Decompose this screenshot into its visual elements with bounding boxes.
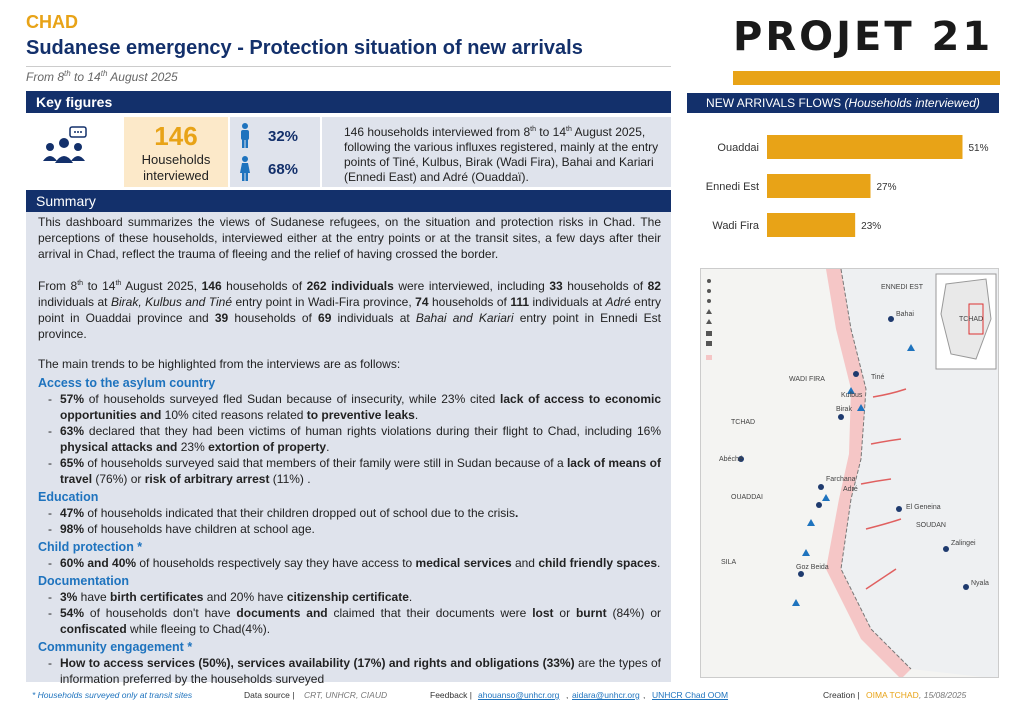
text: of households surveyed said that members of their family were still in Sudan because of a [84,456,567,470]
community-heading: Community engagement * [38,640,193,654]
creation-date: , 15/08/2025 [919,690,967,700]
bold: to preventive leaks [306,408,415,422]
bold: 146 [201,279,222,293]
country-label: CHAD [26,12,78,32]
bold: 60% and 40% [60,556,137,570]
bold: 3% [60,590,78,604]
male-row [238,122,298,150]
sup: th [115,280,122,287]
separator: , [643,690,646,700]
map-place-label: SOUDAN [916,522,946,529]
creation-org: OIMA TCHAD [866,690,919,700]
text: individuals at [38,295,111,309]
bold: 111 [510,295,530,309]
page-title: Sudanese emergency - Protection situation of new arrivals [26,37,583,59]
email-link-1[interactable]: ahouanso@unhcr.org [478,690,560,700]
map-place-label: Kulbus [841,392,863,399]
list-item [48,555,661,571]
text: 10% cited reasons related [161,408,307,422]
bar [767,213,855,237]
female-row [238,155,298,183]
summary-period-paragraph [38,276,661,342]
text: to 14 [83,279,116,293]
households-label: Households [141,152,211,167]
flows-bar-chart [687,120,999,250]
bold: 262 individuals [306,279,394,293]
list-item [48,455,661,487]
footer-note: * Households surveyed only at transit sites [32,690,193,700]
female-percent: 68% [268,160,299,178]
text: (11%) . [269,472,311,486]
summary-intro: This dashboard summarizes the views of Sudanese refugees, on the situation and protection risks in Chad. The perceptions of these households, interviewed either at the entry points or at the transit sites, a few days after their arrival in Chad, reflect the trauma of fleeing and the relief of having crossed the border. [38,215,661,261]
bold: lack of means of travel [60,456,662,486]
map-place-label: Tiné [871,374,885,381]
bold: child friendly spaces [538,556,658,570]
bar [767,135,963,159]
date-to: to 14 [70,70,101,84]
asylum-heading: Access to the asylum country [38,376,216,390]
bold: physical attacks and [60,440,178,454]
gender-breakdown [230,117,320,187]
map-graphic [701,269,999,678]
map-place-label: El Geneina [906,504,941,511]
community-list [38,655,661,687]
child-protection-list [38,555,661,571]
education-heading: Education [38,490,99,504]
bar [767,174,871,198]
bold: citizenship certificate [286,590,409,604]
bold: documents and [236,606,328,620]
map-place-label: Zalingei [951,540,976,547]
summary-heading: Summary [26,190,671,212]
text: . [414,408,419,422]
bold: 33 [549,279,563,293]
text: claimed that their documents were [327,606,533,620]
households-count: 146 [154,121,198,151]
text: . [408,590,413,604]
female-icon [238,156,252,182]
map-place-label: Bahai [896,311,914,318]
map-place-label: Farchana [826,476,856,483]
text: and 20% have [203,590,287,604]
footer [26,690,999,704]
text: households of [221,279,307,293]
bold: 82 [647,279,661,293]
data-source-value: CRT, UNHCR, CIAUD [304,690,388,700]
text: are the types of information preferred by the households surveyed [60,656,661,686]
text: of households have children at school age. [84,522,315,536]
bold: 69 [318,311,332,325]
kf-sup: th [530,126,536,133]
text: households of [562,279,648,293]
list-item [48,655,661,687]
date-month: August 2025 [107,70,178,84]
key-figures-panel [26,117,671,187]
text: of households respectively say they have access to [136,556,416,570]
bold: burnt [575,606,607,620]
feedback-label: Feedback | [430,690,472,700]
text: individuals at [331,311,416,325]
bold: risk of arbitrary arrest [144,472,270,486]
text: From 8 [38,279,78,293]
text: households of [228,311,319,325]
text: (84%) or [606,606,661,620]
map-place-label: OUADDAI [731,494,763,501]
date-sup: th [100,69,108,78]
bold: How to access services (50%), services availability (17%) and rights and obligations (33%) [60,656,575,670]
map-place-label: TCHAD [731,419,756,426]
flows-heading [687,93,999,113]
kf-desc: August 2025, following the various influxes registered, mainly at the entry points of Tiné, Kulbus, Birak (Wadi Fira), Bahai and Kariari (Ennedi East) and Adré (Ouaddaï). [344,125,659,184]
map-place-label: Birak [836,406,852,413]
kf-desc: 146 households interviewed from 8 [344,125,531,139]
map-place-label: ENNEDI EST [881,284,924,291]
bold: lost [532,606,554,620]
category-label: Ennedi Est [705,181,759,193]
households-label: interviewed [143,168,209,183]
map-place-label: SILA [721,559,737,566]
bold: birth certificates [110,590,204,604]
map-place-label: Goz Beida [796,564,829,571]
separator: , [566,690,569,700]
map-place-label: TCHAD [959,316,984,323]
date-range [26,66,671,84]
bold: 63% [60,424,85,438]
summary-panel [26,212,671,686]
households-figure [124,117,228,187]
bold: 57% [60,392,85,406]
trends-intro: The main trends to be highlighted from the interviews are as follows: [38,357,401,371]
projet21-logo: PROJET 21 [733,14,994,60]
list-item [48,423,661,455]
data-source-label: Data source | [244,690,295,700]
text: individuals at [529,295,606,309]
text: August 2025, [121,279,202,293]
situation-map [700,268,999,678]
male-percent: 32% [268,127,299,145]
bold: lack of access to economic opportunities and [60,392,661,422]
flows-title: NEW ARRIVALS FLOWS [706,96,842,110]
kf-sup: th [566,126,572,133]
list-item [48,589,661,605]
bold: . [514,506,519,520]
list-item [48,391,661,423]
email-link-2[interactable]: aidara@unhcr.org [572,690,640,700]
text: . [326,440,330,454]
key-figures-description [322,117,671,187]
list-item [48,505,661,521]
italic: Bahai and Kariari [415,311,514,325]
list-item [48,605,661,637]
value-label: 51% [968,143,989,154]
text: entry point in Ouaddai province and [38,295,661,325]
bold: 74 [415,295,429,309]
italic: Adré [605,295,631,309]
text: were interviewed, including [393,279,550,293]
date-sup: th [64,69,71,78]
map-place-label: Abéché [719,456,743,463]
documentation-list [38,589,661,637]
text: households of [428,295,511,309]
kf-desc: to 14 [535,125,566,139]
bold: 39 [214,311,229,325]
text: of households don't have [84,606,237,620]
asylum-list [38,391,661,487]
flows-note: (Households interviewed) [844,96,980,110]
child-protection-heading: Child protection * [38,540,143,554]
bold: confiscated [60,622,127,636]
logo-underline [733,71,1000,85]
category-label: Ouaddai [717,142,759,154]
sup: th [77,280,84,287]
date-from: From 8 [26,70,65,84]
bold: 54% [60,606,85,620]
category-label: Wadi Fira [712,220,759,232]
text: have [77,590,111,604]
text: and [511,556,539,570]
text: or [553,606,576,620]
bold: medical services [415,556,512,570]
bold: 47% [60,506,85,520]
text: declared that they had been victims of human rights violations during their flight to Chad, including 16% [84,424,661,438]
text: 23% [177,440,209,454]
text: (76%) or [92,472,145,486]
education-list [38,505,661,537]
map-place-label: WADI FIRA [789,376,825,383]
value-label: 27% [876,182,897,193]
male-icon [238,123,252,149]
text: while fleeing to Chad(4%). [126,622,271,636]
text: of households surveyed fled Sudan because of insecurity, while 23% cited [84,392,501,406]
bold: extortion of property [208,440,327,454]
italic: Birak, Kulbus and Tiné [110,295,233,309]
creation-label: Creation | [823,690,860,700]
key-figures-heading: Key figures [26,91,671,113]
map-place-label: Nyala [971,580,989,587]
list-item [48,521,661,537]
text: entry point in Wadi-Fira province, [232,295,416,309]
map-place-label: Adré [843,486,858,493]
text: entry point in Ennedi Est province. [38,311,662,341]
value-label: 23% [861,221,882,232]
map-legend [704,274,789,384]
bold: 98% [60,522,85,536]
documentation-heading: Documentation [38,574,129,588]
unhcr-chad-link[interactable]: UNHCR Chad OOM [652,690,729,700]
text: . [657,556,661,570]
bold: 65% [60,456,85,470]
people-group-icon [40,125,88,173]
text: of households indicated that their children dropped out of school due to the crisis [84,506,515,520]
